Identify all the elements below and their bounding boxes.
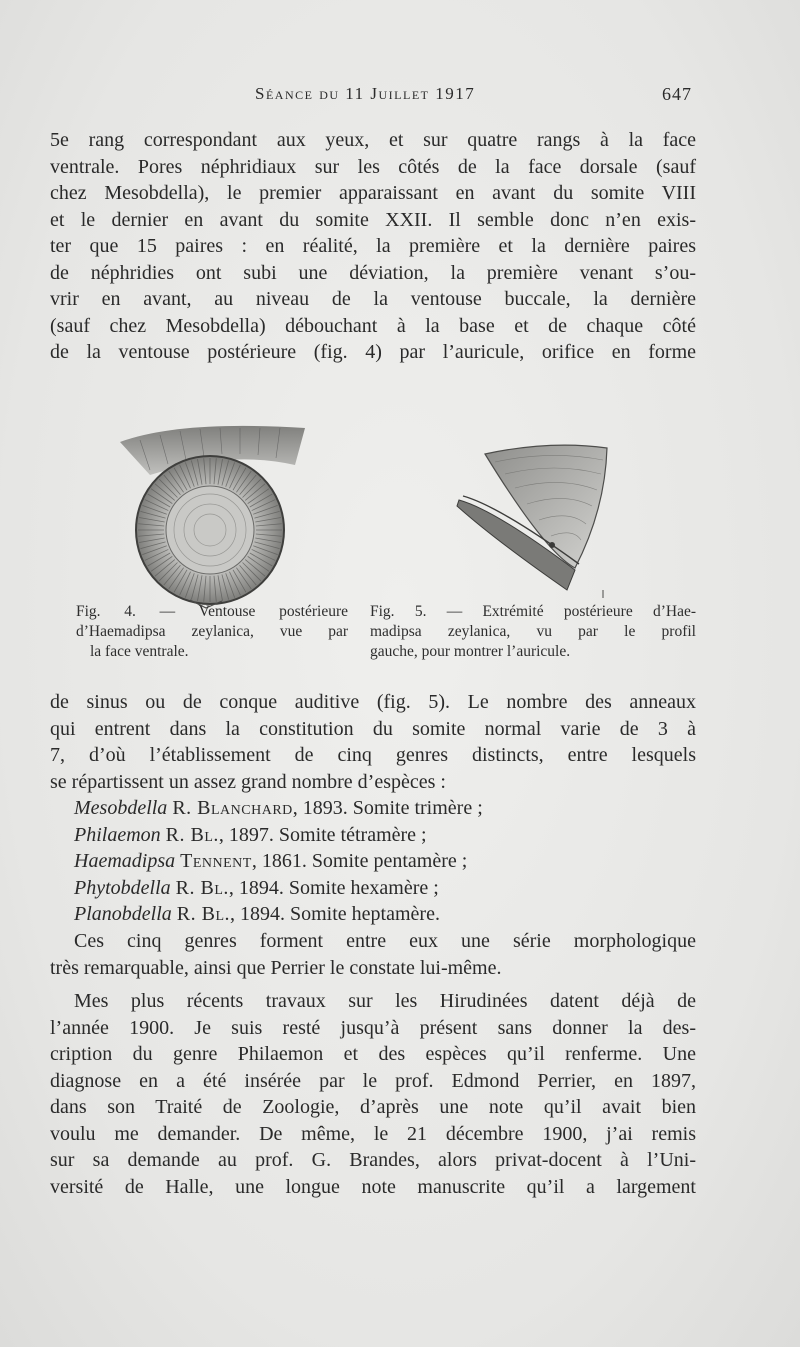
- genus-entry: Planobdella R. Bl., 1894. Somite heptamère.: [74, 903, 440, 925]
- caption-line: Fig. 5. — Extrémité postérieure d’Hae-: [370, 603, 696, 620]
- text-line: très remarquable, ainsi que Perrier le constate lui-même.: [50, 956, 502, 979]
- genus-entry: Philaemon R. Bl., 1897. Somite tétramère ;: [74, 823, 427, 846]
- text-line: se répartissent un assez grand nombre d’espèces :: [50, 770, 446, 793]
- text-line: qui entrent dans la constitution du somite normal varie de 3 à: [50, 717, 696, 740]
- figure-4-caption: [76, 602, 348, 662]
- text-line: 7, d’où l’établissement de cinq genres distincts, entre lesquels: [50, 744, 696, 766]
- genus-author: R. Blanchard: [172, 797, 293, 819]
- text-line: sur sa demande au prof. G. Brandes, alors privat-docent à l’Uni-: [50, 1149, 696, 1171]
- figure-4-ventral-sucker: [110, 420, 310, 610]
- genus-year: 1897.: [228, 823, 274, 846]
- genus-entry: Haemadipsa Tennent, 1861. Somite pentamère ;: [74, 850, 468, 872]
- text-line: diagnose en a été insérée par le prof. Edmond Perrier, en 1897,: [50, 1069, 696, 1092]
- page-header: [50, 84, 692, 108]
- paragraph-annuli: [50, 689, 696, 795]
- running-title: Séance du 11 Juillet 1917: [255, 84, 476, 103]
- text-line: chez Mesobdella), le premier apparaissant en avant du somite VIII: [50, 182, 696, 204]
- text-line: et le dernier en avant du somite XXII. Il semble donc n’en exis-: [50, 208, 696, 231]
- text-line: voulu me demander. De même, le 21 décembre 1900, j’ai remis: [50, 1122, 696, 1145]
- paragraph-series: [50, 928, 696, 981]
- text-line: cription du genre Philaemon et des espèces qu’il renferme. Une: [50, 1043, 696, 1065]
- text-line: de sinus ou de conque auditive (fig. 5). Le nombre des anneaux: [50, 691, 696, 713]
- caption-line: madipsa zeylanica, vu par le profil: [370, 623, 696, 640]
- paragraph-nephridia: [50, 127, 696, 366]
- text-line: de la ventouse postérieure (fig. 4) par l’auricule, orifice en forme: [50, 341, 696, 363]
- genus-note: Somite trimère ;: [352, 797, 483, 819]
- genus-year: 1861.: [261, 850, 307, 872]
- figure-5-posterior-profile: [455, 440, 615, 600]
- caption-line: d’Haemadipsa zeylanica, vue par: [76, 623, 348, 640]
- text-line: Ces cinq genres forment entre eux une série morphologique: [74, 930, 696, 952]
- page-number: 647: [662, 84, 692, 104]
- genus-author: R. Bl.: [176, 903, 230, 925]
- text-line: ventrale. Pores néphridiaux sur les côtés de la face dorsale (sauf: [50, 155, 696, 178]
- text-line: versité de Halle, une longue note manuscrite qu’il a largement: [50, 1175, 696, 1198]
- text-line: ter que 15 paires : en réalité, la première et la dernière paires: [50, 235, 696, 257]
- text-line: dans son Traité de Zoologie, d’après une note qu’il avait bien: [50, 1096, 696, 1118]
- genus-name: Haemadipsa: [74, 850, 176, 872]
- text-line: 5e rang correspondant aux yeux, et sur quatre rangs à la face: [50, 129, 696, 151]
- genus-note: Somite pentamère ;: [311, 850, 468, 872]
- genus-name: Mesobdella: [74, 797, 168, 819]
- figure-5-caption: [370, 602, 696, 662]
- genus-entry: Phytobdella R. Bl., 1894. Somite hexamère ;: [74, 876, 439, 899]
- genus-year: 1893.: [302, 797, 348, 819]
- genus-note: Somite heptamère.: [290, 903, 440, 925]
- genera-list: [74, 795, 483, 928]
- genus-note: Somite tétramère ;: [278, 823, 427, 846]
- genus-entry: Mesobdella R. Blanchard, 1893. Somite trimère ;: [74, 797, 483, 819]
- caption-line: gauche, pour montrer l’auricule.: [370, 643, 571, 660]
- genus-year: 1894.: [240, 903, 285, 925]
- genus-year: 1894.: [238, 876, 284, 899]
- genus-name: Phytobdella: [74, 876, 171, 899]
- genus-name: Planobdella: [74, 903, 172, 925]
- genus-author: Tennent: [180, 850, 252, 872]
- paragraph-recent-works: [50, 988, 696, 1200]
- text-line: de néphridies ont subi une déviation, la première venant s’ou-: [50, 261, 696, 284]
- text-line: (sauf chez Mesobdella) débouchant à la base et de chaque côté: [50, 314, 696, 337]
- sucker-illustration: [110, 420, 310, 610]
- genus-author: R. Bl.: [165, 823, 219, 846]
- genus-name: Philaemon: [74, 823, 161, 846]
- profile-illustration: [455, 440, 615, 600]
- auricule-marker: [549, 542, 555, 548]
- text-line: Mes plus récents travaux sur les Hirudinées datent déjà de: [74, 990, 696, 1012]
- text-line: vrir en avant, au niveau de la ventouse buccale, la dernière: [50, 288, 696, 310]
- caption-line: la face ventrale.: [90, 643, 189, 660]
- genus-note: Somite hexamère ;: [288, 876, 439, 899]
- genus-author: R. Bl.: [175, 876, 229, 899]
- text-line: l’année 1900. Je suis resté jusqu’à présent sans donner la des-: [50, 1016, 696, 1039]
- caption-line: Fig. 4. — Ventouse postérieure: [76, 603, 348, 620]
